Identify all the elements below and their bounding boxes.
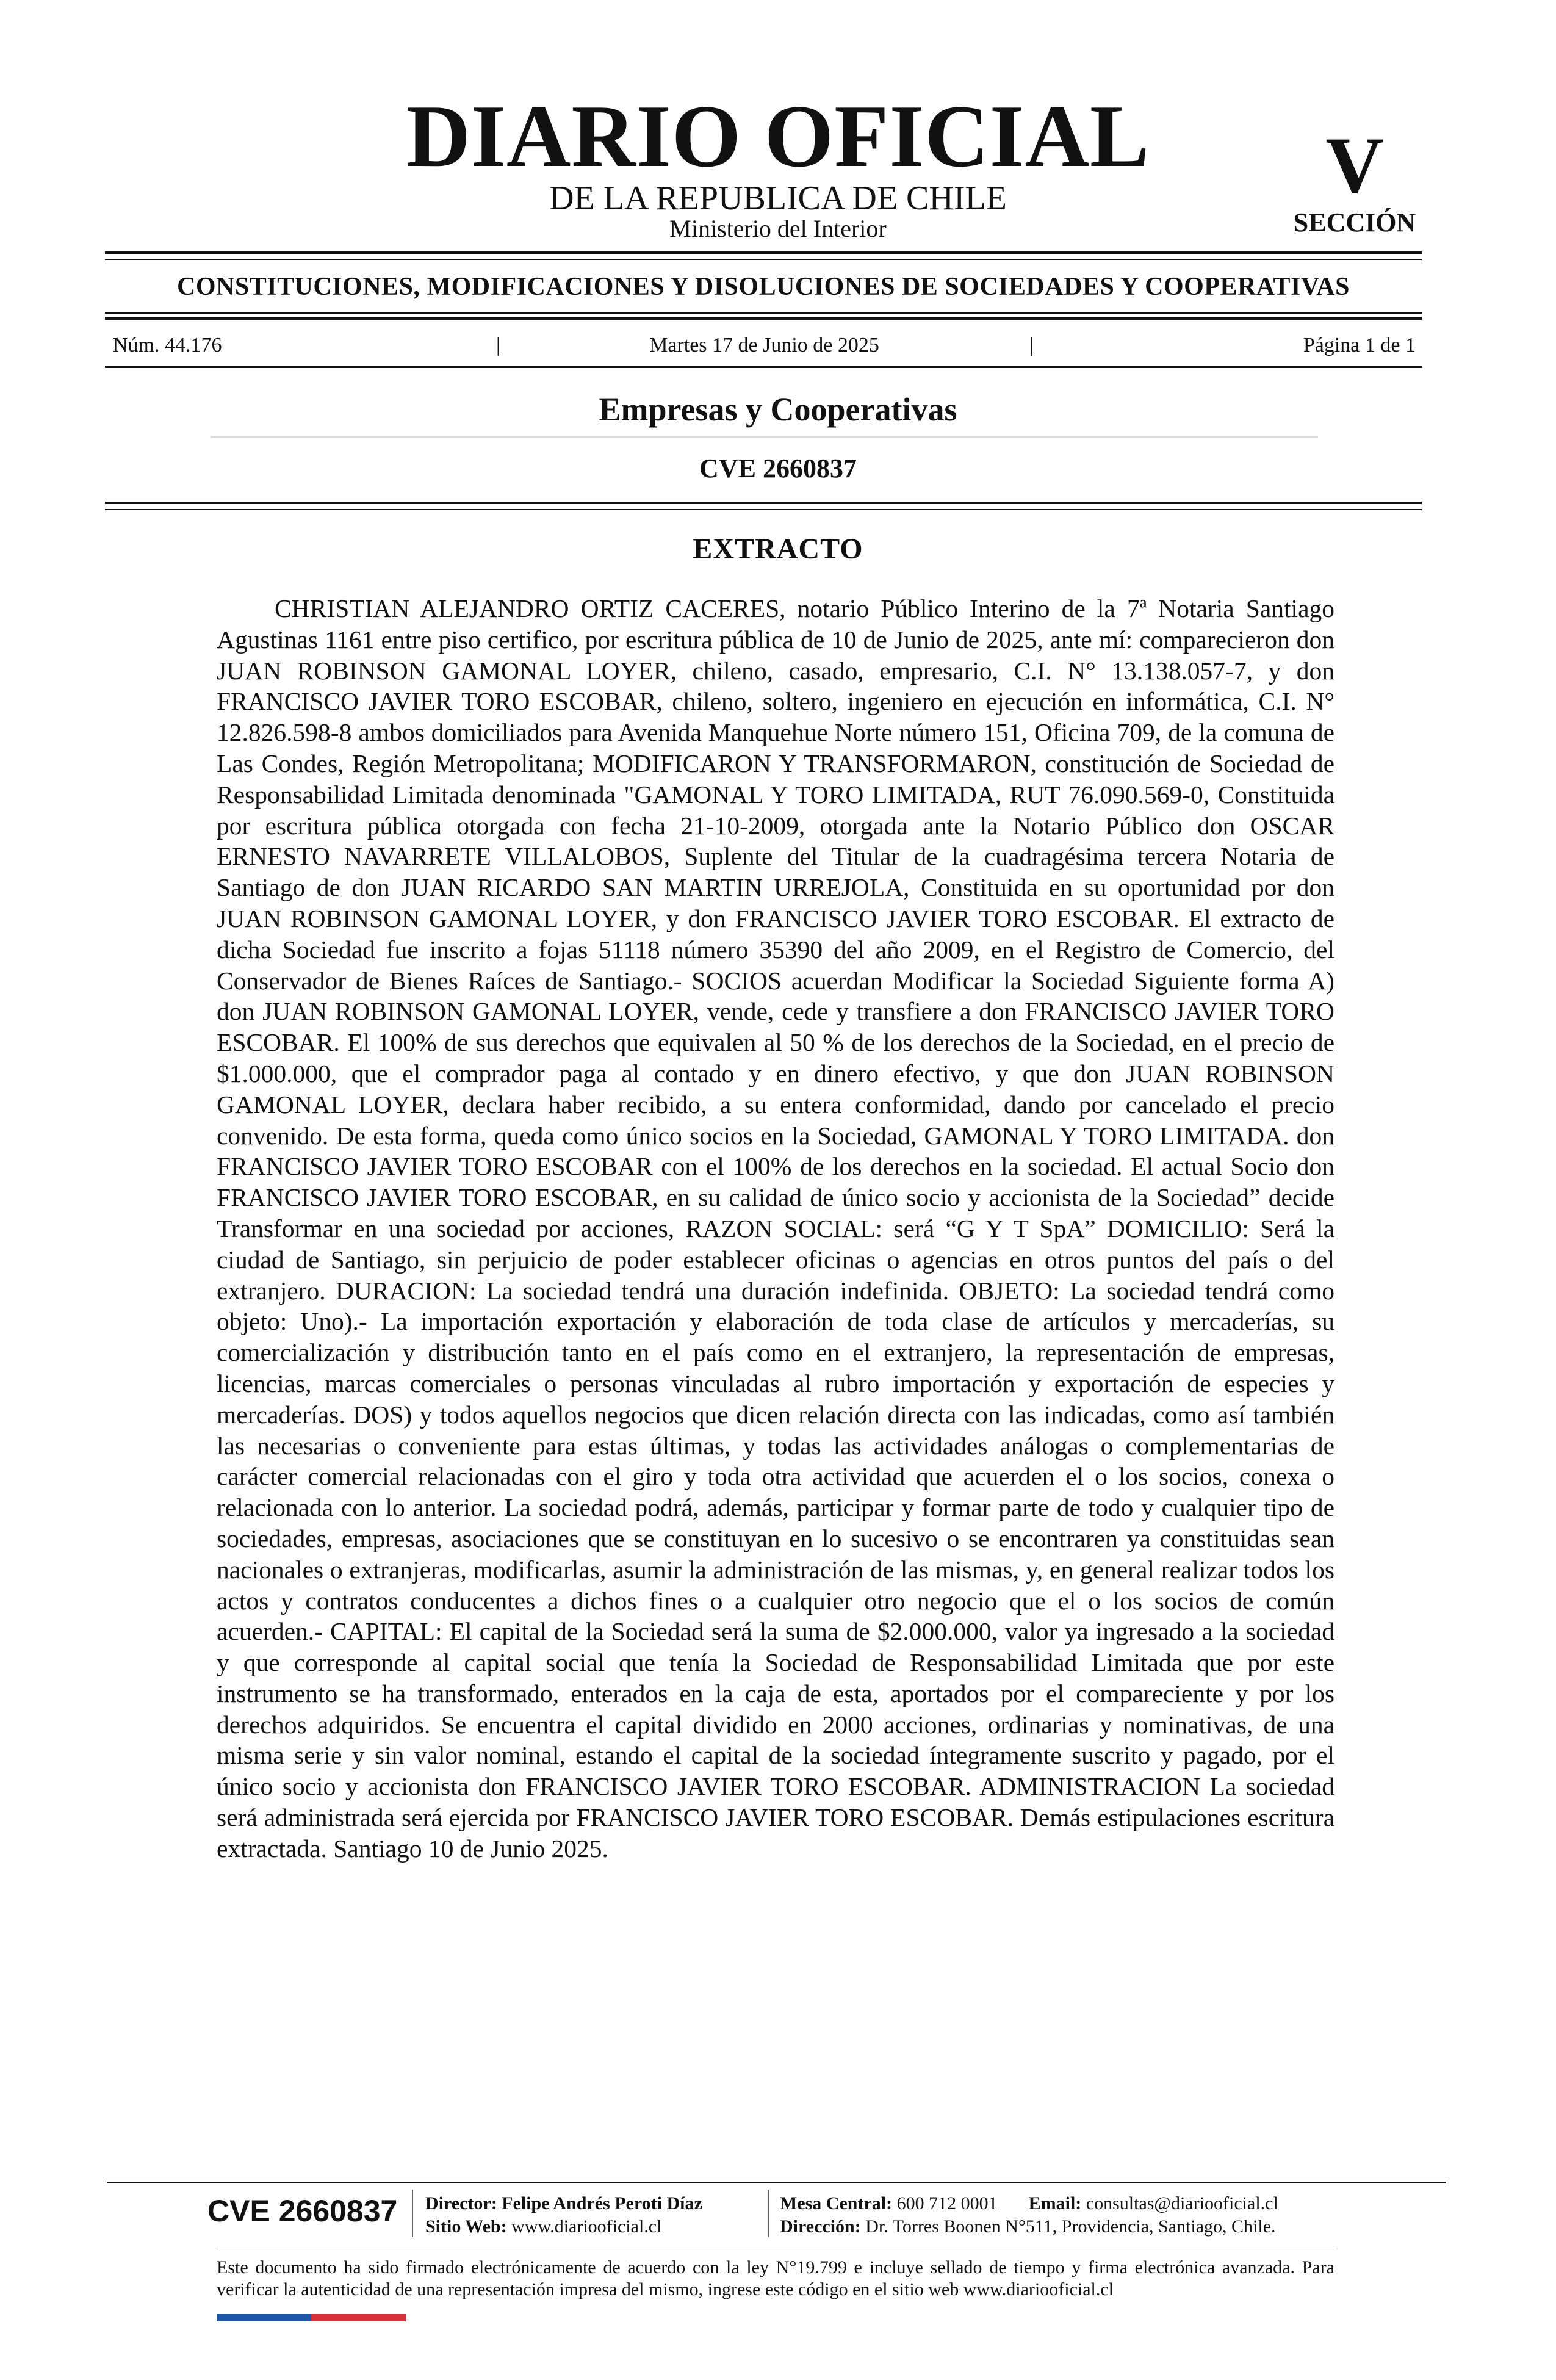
band-rule-bottom-thin xyxy=(105,312,1422,314)
header-rule-top-thin xyxy=(105,259,1422,260)
footer-desk-line xyxy=(780,2192,1278,2215)
band-rule-bottom xyxy=(105,317,1422,320)
section-word: SECCIÓN xyxy=(1293,207,1416,237)
address-label: Dirección: xyxy=(780,2216,861,2237)
section-band-title: CONSTITUCIONES, MODIFICACIONES Y DISOLUCIONES DE SOCIEDADES Y COOPERATIVAS xyxy=(177,273,1350,301)
footer-contacts-left xyxy=(425,2192,702,2238)
footer-cve-code: CVE 2660837 xyxy=(207,2194,398,2228)
flag-stripe xyxy=(217,2314,406,2321)
header-rule-top xyxy=(105,251,1422,254)
category-divider xyxy=(211,436,1318,438)
address-value: Dr. Torres Boonen N°511, Providencia, Santiago, Chile. xyxy=(865,2216,1276,2237)
meta-separator: | xyxy=(1029,334,1034,356)
footer-director-line xyxy=(425,2192,702,2215)
site-label: Sitio Web: xyxy=(425,2216,507,2237)
issue-date: Martes 17 de Junio de 2025 xyxy=(649,334,879,356)
extract-body: CHRISTIAN ALEJANDRO ORTIZ CACERES, notario Público Interino de la 7ª Notaria Santiago Agustinas 1161 entre piso certifico, por escritura pública de 10 de Junio de 2025, ante mí: comparecieron don JUAN ROBINSON GAMONAL LOYER, chileno, casado, empresario, C.I. N° 13.138.057-7, y don FRANCISCO JAVIER TORO ESCOBAR, chileno, soltero, ingeniero en ejecución en informática, C.I. N° 12.826.598-8 ambos domiciliados para Avenida Manquehue Norte número 151, Oficina 709, de la comuna de Las Condes, Región Metropolitana; MODIFICARON Y TRANSFORMARON, constitución de Sociedad de Responsabilidad Limitada denominada "GAMONAL Y TORO LIMITADA, RUT 76.090.569-0, Constituida por escritura pública otorgada con fecha 21-10-2009, otorgada ante la Notario Público don OSCAR ERNESTO NAVARRETE VILLALOBOS, Suplente del Titular de la cuadragésima tercera Notaria de Santiago de don JUAN RICARDO SAN MARTIN URREJOLA, Constituida en su oportunidad por don JUAN ROBINSON GAMONAL LOYER, y don FRANCISCO JAVIER TORO ESCOBAR. El extracto de dicha Sociedad fue inscrito a fojas 51118 número 35390 del año 2009, en el Registro de Comercio, del Conservador de Bienes Raíces de Santiago.- SOCIOS acuerdan Modificar la Sociedad Siguiente forma A) don JUAN ROBINSON GAMONAL LOYER, vende, cede y transfiere a don FRANCISCO JAVIER TORO ESCOBAR. El 100% de sus derechos que equivalen al 50 % de los derechos de la Sociedad, en el precio de $1.000.000, que el comprador paga al contado y en dinero efectivo, y que don JUAN ROBINSON GAMONAL LOYER, declara haber recibido, a su entera conformidad, dando por cancelado el precio convenido. De esta forma, queda como único socios en la Sociedad, GAMONAL Y TORO LIMITADA. don FRANCISCO JAVIER TORO ESCOBAR con el 100% de los derechos en la sociedad. El actual Socio don FRANCISCO JAVIER TORO ESCOBAR, en su calidad de único socio y accionista de la Sociedad” decide Transformar en una sociedad por acciones, RAZON SOCIAL: será “G Y T SpA” DOMICILIO: Será la ciudad de Santiago, sin perjuicio de poder establecer oficinas o agencias en otros puntos del país o del extranjero. DURACION: La sociedad tendrá una duración indefinida. OBJETO: La sociedad tendrá como objeto: Uno).- La importación exportación y elaboración de toda clase de artículos y mercaderías, su comercialización y distribución tanto en el país como en el extranjero, la representación de empresas, licencias, marcas comerciales o personas vinculadas al rubro importación y exportación de especies y mercaderías. DOS) y todos aquellos negocios que dicen relación directa con las indicadas, como así también las necesarias o conveniente para estas últimas, y todas las actividades análogas o complementarias de carácter comercial relacionadas con el giro y toda otra actividad que acuerden el o los socios, conexa o relacionada con lo anterior. La sociedad podrá, además, participar y formar parte de todo y cualquier tipo de sociedades, empresas, asociaciones que se constituyan en lo sucesivo o se encontraren ya constituidas sean nacionales o extranjeras, modificarlas, asumir la administración de las mismas, y, en general realizar todos los actos y contratos conducentes a dichos fines o a cualquier otro negocio que el o los socios de común acuerden.- CAPITAL: El capital de la Sociedad será la suma de $2.000.000, valor ya ingresado a la sociedad y que corresponde al capital social que tenía la Sociedad de Responsabilidad Limitada que por este instrumento se ha transformado, enterados en la caja de esta, aportados por el compareciente y por los derechos adquiridos. Se encuentra el capital dividido en 2000 acciones, ordinarias y nominativas, de una misma serie y sin valor nominal, estando el capital de la sociedad íntegramente suscrito y pagado, por el único socio y accionista don FRANCISCO JAVIER TORO ESCOBAR. ADMINISTRACION La sociedad será administrada será ejercida por FRANCISCO JAVIER TORO ESCOBAR. Demás estipulaciones escritura extractada. Santiago 10 de Junio 2025. xyxy=(217,594,1334,1863)
extract-heading: EXTRACTO xyxy=(693,533,863,565)
category-heading: Empresas y Cooperativas xyxy=(599,391,957,428)
newspaper-subtitle: DE LA REPUBLICA DE CHILE xyxy=(549,179,1007,217)
footer-separator xyxy=(768,2190,769,2237)
meta-separator: | xyxy=(496,334,500,356)
section-letter: V xyxy=(1325,120,1384,210)
flag-stripe-blue xyxy=(217,2314,311,2321)
footer-address-line xyxy=(780,2215,1278,2238)
director-label: Director: xyxy=(425,2193,497,2213)
cve-rule-thin xyxy=(105,509,1422,510)
signature-note: Este documento ha sido firmado electrónicamente de acuerdo con la ley N°19.799 e incluye sellado de tiempo y firma electrónica avanzada. Para verificar la autenticidad de una representación impresa del mismo, ingrese este código en el sitio web www.diariooficial.cl xyxy=(217,2257,1334,2299)
flag-stripe-red xyxy=(311,2314,406,2321)
footer-site-line xyxy=(425,2215,702,2238)
footer-contacts-right xyxy=(780,2192,1278,2238)
desk-label: Mesa Central: xyxy=(780,2193,893,2213)
issue-meta-row xyxy=(113,333,1416,358)
footer-separator xyxy=(412,2190,413,2237)
cve-code: CVE 2660837 xyxy=(699,453,857,483)
meta-rule-bottom xyxy=(105,366,1422,368)
page-indicator: Página 1 de 1 xyxy=(1303,334,1416,356)
email-link[interactable]: consultas@diariooficial.cl xyxy=(1086,2193,1278,2213)
cve-rule-thick xyxy=(105,502,1422,504)
issue-number: Núm. 44.176 xyxy=(113,334,222,356)
email-label: Email: xyxy=(1028,2193,1082,2213)
newspaper-title: DIARIO OFICIAL xyxy=(406,87,1150,186)
footer-rule xyxy=(107,2182,1446,2183)
director-name: Felipe Andrés Peroti Díaz xyxy=(502,2193,702,2213)
section-mark xyxy=(1281,120,1428,237)
site-link[interactable]: www.diariooficial.cl xyxy=(511,2216,662,2237)
ministry-label: Ministerio del Interior xyxy=(669,215,887,242)
desk-phone: 600 712 0001 xyxy=(896,2193,998,2213)
